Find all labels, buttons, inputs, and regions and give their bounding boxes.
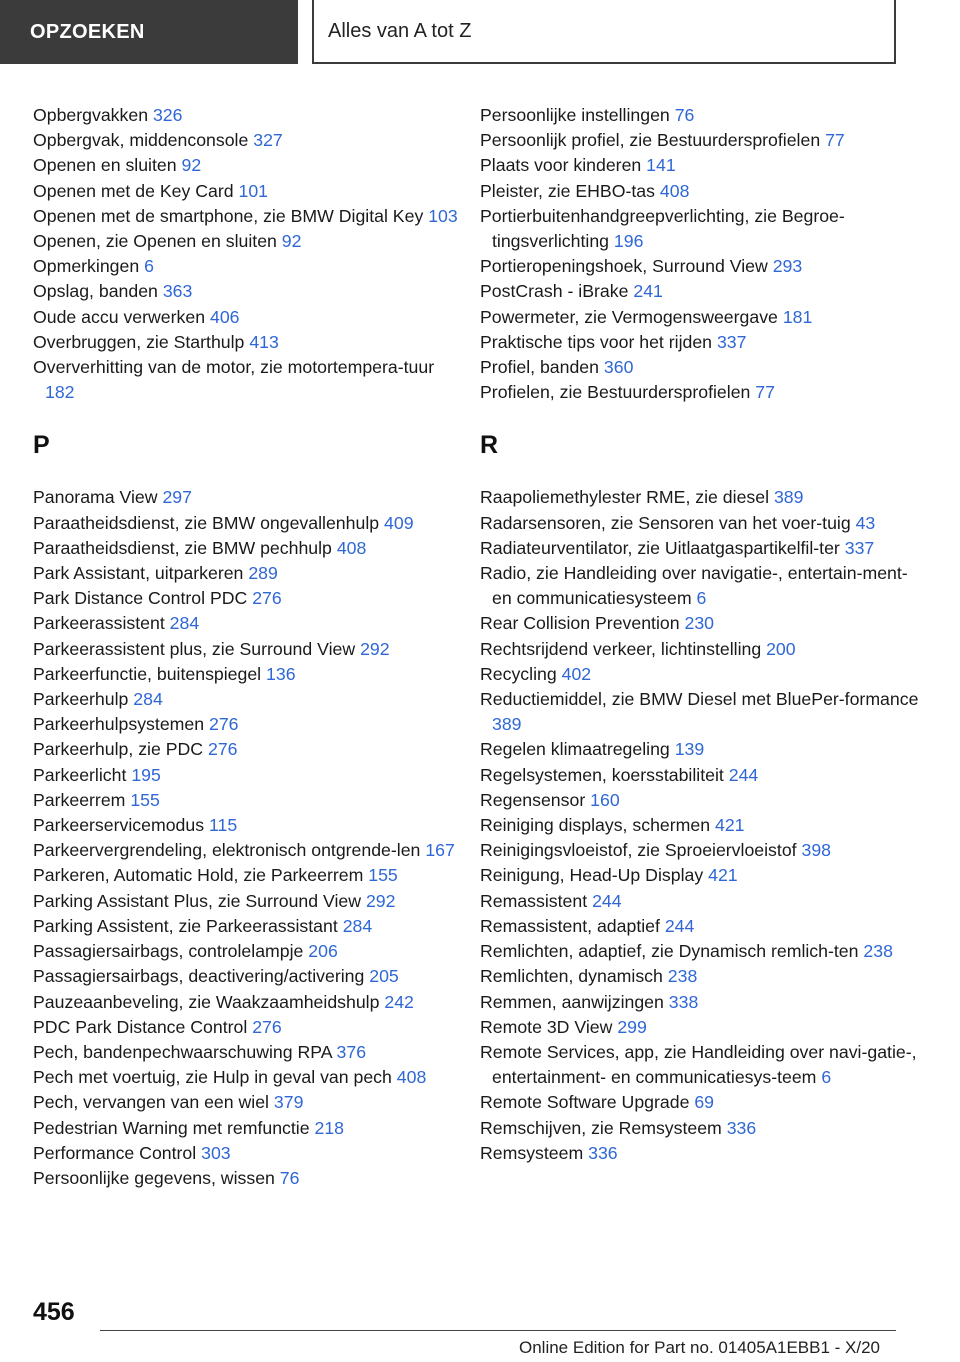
index-page-link[interactable]: 284 <box>342 915 373 936</box>
index-page-link[interactable]: 363 <box>162 281 193 302</box>
index-entry <box>33 763 458 788</box>
index-entry-text: Raapoliemethylester RME, zie diesel <box>480 487 770 508</box>
index-page-link[interactable]: 284 <box>133 689 163 710</box>
index-page-link[interactable]: 230 <box>684 613 715 634</box>
index-entry <box>480 330 920 355</box>
index-entry-text: Radiateurventilator, zie Uitlaatgaspartikelfil-ter <box>480 537 840 558</box>
index-entry <box>33 1090 458 1115</box>
index-page-link[interactable]: 155 <box>130 789 160 810</box>
index-page-link[interactable]: 276 <box>252 1016 282 1037</box>
index-entry <box>33 305 458 330</box>
index-entry-text: Remote 3D View <box>480 1016 613 1037</box>
index-page-link[interactable]: 244 <box>592 890 622 911</box>
index-entry-text: Remassistent, adaptief <box>480 915 660 936</box>
index-entry-text: Parkeerrem <box>33 789 126 810</box>
index-page-link[interactable]: 6 <box>696 588 707 609</box>
index-page-link[interactable]: 336 <box>588 1142 618 1163</box>
index-entry-text: Reinigung, Head-Up Display <box>480 865 704 886</box>
index-page-link[interactable]: 92 <box>181 155 202 176</box>
section-label: OPZOEKEN <box>30 20 145 43</box>
index-page-link[interactable]: 276 <box>208 739 238 760</box>
index-page-link[interactable]: 379 <box>273 1092 304 1113</box>
index-entry <box>33 128 458 153</box>
index-entry <box>33 863 458 888</box>
index-entry-text: Pech met voertuig, zie Hulp in geval van pech <box>33 1067 392 1088</box>
index-entry <box>480 1015 920 1040</box>
index-page-link[interactable]: 337 <box>844 537 875 558</box>
page-header <box>312 0 896 64</box>
index-page-link[interactable]: 276 <box>252 588 282 609</box>
index-entry-text: Profielen, zie Bestuurdersprofielen <box>480 382 751 403</box>
index-page-link[interactable]: 326 <box>152 105 183 125</box>
index-page-link[interactable]: 160 <box>590 789 620 810</box>
footer-edition: Online Edition for Part no. 01405A1EBB1 - X/20 <box>519 1338 881 1357</box>
index-entry <box>480 1141 920 1166</box>
index-page-link[interactable]: 376 <box>336 1041 367 1062</box>
index-entry-text: Parkeerhulp, zie PDC <box>33 739 204 760</box>
index-entry-text: Regensensor <box>480 789 586 810</box>
index-entry-text: Opmerkingen <box>33 256 140 277</box>
index-page-link[interactable]: 115 <box>208 815 238 836</box>
index-page-link[interactable]: 338 <box>668 991 699 1012</box>
index-entry-text: Regelsystemen, koersstabiliteit <box>480 764 724 785</box>
index-entry <box>480 687 920 737</box>
index-page-link[interactable]: 200 <box>766 638 796 659</box>
index-page-link[interactable]: 336 <box>726 1117 757 1138</box>
index-page-link[interactable]: 421 <box>714 815 745 836</box>
index-entry-text: Openen en sluiten <box>33 155 177 176</box>
index-entry <box>33 964 458 989</box>
index-entry <box>33 914 458 939</box>
index-entry <box>480 103 920 128</box>
index-entry <box>480 380 920 405</box>
index-page-link[interactable]: 276 <box>209 714 239 735</box>
index-entry <box>33 990 458 1015</box>
index-page-link[interactable]: 299 <box>617 1016 647 1037</box>
index-entry <box>480 128 920 153</box>
index-page-link[interactable]: 408 <box>336 537 367 558</box>
index-page-link[interactable]: 409 <box>384 512 414 533</box>
index-page-link[interactable]: 103 <box>428 205 458 226</box>
index-page-link[interactable]: 6 <box>821 1067 832 1088</box>
index-entry-text: Radarsensoren, zie Sensoren van het voer-tuig <box>480 512 851 533</box>
index-entry <box>480 914 920 939</box>
index-page-link[interactable]: 182 <box>45 382 75 403</box>
index-entry-text: Regelen klimaatregeling <box>480 739 670 760</box>
index-entry <box>33 485 458 510</box>
index-entry <box>33 355 458 405</box>
index-entry <box>33 536 458 561</box>
index-entry <box>480 863 920 888</box>
index-entry-text: Parkeerservicemodus <box>33 815 205 836</box>
index-entry <box>480 1116 920 1141</box>
index-entry-text: Persoonlijke gegevens, wissen <box>33 1167 275 1188</box>
index-entry <box>480 279 920 304</box>
index-entry-text: Opslag, banden <box>33 281 158 302</box>
index-entry-text: Remlichten, dynamisch <box>480 966 663 987</box>
index-entry-text: Pech, bandenpechwaarschuwing RPA <box>33 1041 332 1062</box>
index-page-link[interactable]: 408 <box>396 1067 427 1088</box>
index-entry <box>33 611 458 636</box>
index-page-link[interactable]: 77 <box>825 130 845 151</box>
index-page-link[interactable]: 218 <box>314 1117 345 1138</box>
index-entry <box>480 536 920 561</box>
index-page-link[interactable]: 136 <box>266 663 296 684</box>
index-entry-text: Paraatheidsdienst, zie BMW ongevallenhulp <box>33 512 380 533</box>
index-page-link[interactable]: 292 <box>360 638 390 659</box>
index-entry-text: Park Distance Control PDC <box>33 588 248 609</box>
index-entry-text: PostCrash - iBrake <box>480 281 629 302</box>
index-page-link[interactable]: 389 <box>492 714 522 735</box>
index-entry-text: Overbruggen, zie Starthulp <box>33 331 245 352</box>
index-page-link[interactable]: 77 <box>755 382 775 403</box>
index-entry-text: Persoonlijk profiel, zie Bestuurdersprofielen <box>480 130 821 151</box>
index-entry <box>480 990 920 1015</box>
index-entry-text: Passagiersairbags, deactivering/activering <box>33 966 365 987</box>
index-entry <box>33 279 458 304</box>
section-tab <box>0 0 298 64</box>
header-title: Alles van A tot Z <box>328 19 472 42</box>
index-page-link[interactable]: 398 <box>801 840 832 861</box>
index-entry-text: Pech, vervangen van een wiel <box>33 1092 269 1113</box>
index-entry-text: Parkeerlicht <box>33 764 127 785</box>
index-page-link[interactable]: 141 <box>646 155 676 176</box>
index-entry-text: Remote Software Upgrade <box>480 1092 690 1113</box>
index-entry-text: Remschijven, zie Remsysteem <box>480 1117 722 1138</box>
index-page-link[interactable]: 421 <box>708 865 738 886</box>
index-entry-text: Reductiemiddel, zie BMW Diesel met BluePer-formance <box>480 689 919 710</box>
index-entry <box>33 637 458 662</box>
index-entry <box>33 1015 458 1040</box>
index-entry <box>480 611 920 636</box>
index-entry <box>33 330 458 355</box>
index-entry <box>33 838 458 863</box>
index-entry <box>480 153 920 178</box>
index-page-link[interactable]: 6 <box>144 256 154 277</box>
index-letter-heading: R <box>480 431 499 460</box>
index-entry <box>480 889 920 914</box>
index-entry-text: Parkeerfunctie, buitenspiegel <box>33 663 262 684</box>
index-entry-text: Performance Control <box>33 1142 197 1163</box>
index-entry <box>33 788 458 813</box>
index-page-link[interactable]: 241 <box>633 281 663 302</box>
index-page-link[interactable]: 413 <box>249 331 279 352</box>
index-entry <box>480 662 920 687</box>
index-entry-text: Panorama View <box>33 487 158 508</box>
index-entry-text: Openen met de smartphone, zie BMW Digital Key <box>33 205 424 226</box>
index-page-link[interactable]: 402 <box>561 663 592 684</box>
index-page-link[interactable]: 406 <box>209 306 240 327</box>
index-entry-text: Parkeerassistent plus, zie Surround View <box>33 638 356 659</box>
index-entry <box>480 838 920 863</box>
index-page-link[interactable]: 242 <box>384 991 414 1012</box>
index-page-link[interactable]: 408 <box>659 180 690 201</box>
index-entry <box>480 305 920 330</box>
index-entry <box>480 813 920 838</box>
index-entry <box>33 511 458 536</box>
index-entry <box>33 204 458 229</box>
index-entry-text: Oververhitting van de motor, zie motortempera-tuur <box>33 357 435 378</box>
index-page-link[interactable]: 244 <box>728 764 759 785</box>
index-entry-text: Pleister, zie EHBO-tas <box>480 180 655 201</box>
index-page-link[interactable]: 76 <box>279 1167 300 1188</box>
index-entry <box>33 737 458 762</box>
index-entry <box>33 586 458 611</box>
index-entry <box>480 964 920 989</box>
index-entry <box>480 179 920 204</box>
index-entry-text: Powermeter, zie Vermogensweergave <box>480 306 778 327</box>
index-page-link[interactable]: 155 <box>368 865 398 886</box>
index-page-link[interactable]: 101 <box>238 180 269 201</box>
index-entry-text: Remote Services, app, zie Handleiding over navi-gatie-, entertainment- en communicatiesys-teem <box>480 1041 917 1088</box>
index-entry <box>33 889 458 914</box>
index-page-link[interactable]: 337 <box>716 331 747 352</box>
index-page-link[interactable]: 293 <box>772 256 803 277</box>
index-entry-text: Radio, zie Handleiding over navigatie-, entertain-ment- en communicatiesysteem <box>480 563 908 609</box>
index-page-link[interactable]: 196 <box>613 231 644 252</box>
index-page-link[interactable]: 244 <box>664 915 695 936</box>
index-entry-text: Profiel, banden <box>480 357 599 378</box>
index-entry-text: Remlichten, adaptief, zie Dynamisch remlich-ten <box>480 941 859 962</box>
index-entry-text: Remsysteem <box>480 1142 584 1163</box>
index-entry-text: Parking Assistent, zie Parkeerassistant <box>33 915 338 936</box>
index-page-link[interactable]: 289 <box>248 563 278 584</box>
index-entry-text: Praktische tips voor het rijden <box>480 331 713 352</box>
index-entry-text: Rear Collision Prevention <box>480 613 680 634</box>
index-entry <box>33 712 458 737</box>
index-entry-text: Pauzeaanbeveling, zie Waakzaamheidshulp <box>33 991 380 1012</box>
index-entry-text: Reiniging displays, schermen <box>480 815 711 836</box>
index-page-link[interactable]: 327 <box>253 130 283 151</box>
index-entry-text: Parkeerhulp <box>33 689 129 710</box>
index-entry-text: Openen, zie Openen en sluiten <box>33 231 277 252</box>
index-entry-text: Portierbuitenhandgreepverlichting, zie Begroe-tingsverlichting <box>480 205 845 252</box>
index-page-link[interactable]: 206 <box>308 941 338 962</box>
index-page-link[interactable]: 238 <box>667 966 698 987</box>
index-entry <box>33 1040 458 1065</box>
index-entry-text: Remassistent <box>480 890 588 911</box>
index-entry-text: Parkeren, Automatic Hold, zie Parkeerrem <box>33 865 364 886</box>
index-entry <box>480 637 920 662</box>
index-entry-text: Opbergvakken <box>33 105 149 125</box>
index-entry <box>480 561 920 611</box>
index-entry-text: Pedestrian Warning met remfunctie <box>33 1117 310 1138</box>
index-page-link[interactable]: 139 <box>674 739 705 760</box>
index-entry <box>33 813 458 838</box>
index-entry-text: Parkeerassistent <box>33 613 165 634</box>
index-entry <box>33 1116 458 1141</box>
index-entry <box>33 1065 458 1090</box>
index-page-link[interactable]: 389 <box>773 487 804 508</box>
index-entry-text: Reinigingsvloeistof, zie Sproeiervloeistof <box>480 840 797 861</box>
index-entry-text: Recycling <box>480 663 557 684</box>
index-page-link[interactable]: 238 <box>863 941 893 962</box>
index-entry <box>33 662 458 687</box>
index-entry-text: Park Assistant, uitparkeren <box>33 563 244 584</box>
index-page-link[interactable]: 181 <box>782 306 813 327</box>
index-entry-text: Openen met de Key Card <box>33 180 234 201</box>
index-entry <box>33 254 458 279</box>
index-entry-text: Opbergvak, middenconsole <box>33 130 249 151</box>
index-entry-text: Passagiersairbags, controlelampje <box>33 941 304 962</box>
index-entry-text: Oude accu verwerken <box>33 306 206 327</box>
index-page-link[interactable]: 195 <box>131 764 161 785</box>
index-page-link[interactable]: 92 <box>281 231 302 252</box>
index-page-link[interactable]: 76 <box>674 105 695 125</box>
index-entry <box>480 511 920 536</box>
index-entry-text: Paraatheidsdienst, zie BMW pechhulp <box>33 537 332 558</box>
index-letter-heading: P <box>33 431 50 460</box>
index-entry <box>480 1090 920 1115</box>
footer-divider <box>100 1330 896 1331</box>
index-page-link[interactable]: 69 <box>694 1092 715 1113</box>
index-entry <box>33 153 458 178</box>
index-entry <box>480 355 920 380</box>
index-entry <box>480 763 920 788</box>
page-number: 456 <box>33 1298 75 1326</box>
index-entry-text: Plaats voor kinderen <box>480 155 642 176</box>
index-column-right <box>480 103 920 1166</box>
index-entry-text: Parkeervergrendeling, elektronisch ontgrende-len <box>33 840 421 861</box>
index-entry <box>480 737 920 762</box>
index-entry <box>480 939 920 964</box>
index-entry-text: Parkeerhulpsystemen <box>33 714 205 735</box>
index-column-left <box>33 103 458 1191</box>
index-page-link[interactable]: 43 <box>855 512 876 533</box>
index-entry <box>480 254 920 279</box>
index-entry <box>33 103 458 128</box>
index-entry <box>480 485 920 510</box>
index-entry <box>33 229 458 254</box>
index-entry-text: Parking Assistant Plus, zie Surround View <box>33 890 362 911</box>
index-entry <box>33 939 458 964</box>
index-entry-text: Rechtsrijdend verkeer, lichtinstelling <box>480 638 762 659</box>
index-entry-text: Remmen, aanwijzingen <box>480 991 664 1012</box>
index-entry <box>33 561 458 586</box>
index-entry <box>33 1166 458 1191</box>
index-entry <box>480 1040 920 1090</box>
index-page-link[interactable]: 167 <box>425 840 455 861</box>
index-page-link[interactable]: 292 <box>365 890 396 911</box>
index-entry <box>33 687 458 712</box>
index-page-link[interactable]: 297 <box>162 487 192 508</box>
index-entry <box>480 788 920 813</box>
index-entry <box>33 1141 458 1166</box>
index-page-link[interactable]: 284 <box>169 613 200 634</box>
index-page-link[interactable]: 303 <box>201 1142 231 1163</box>
index-entry-text: Portieropeningshoek, Surround View <box>480 256 768 277</box>
index-entry <box>33 179 458 204</box>
index-entry-text: PDC Park Distance Control <box>33 1016 248 1037</box>
index-page-link[interactable]: 360 <box>603 357 634 378</box>
index-entry-text: Persoonlijke instellingen <box>480 105 670 125</box>
index-page-link[interactable]: 205 <box>369 966 399 987</box>
index-entry <box>480 204 920 254</box>
